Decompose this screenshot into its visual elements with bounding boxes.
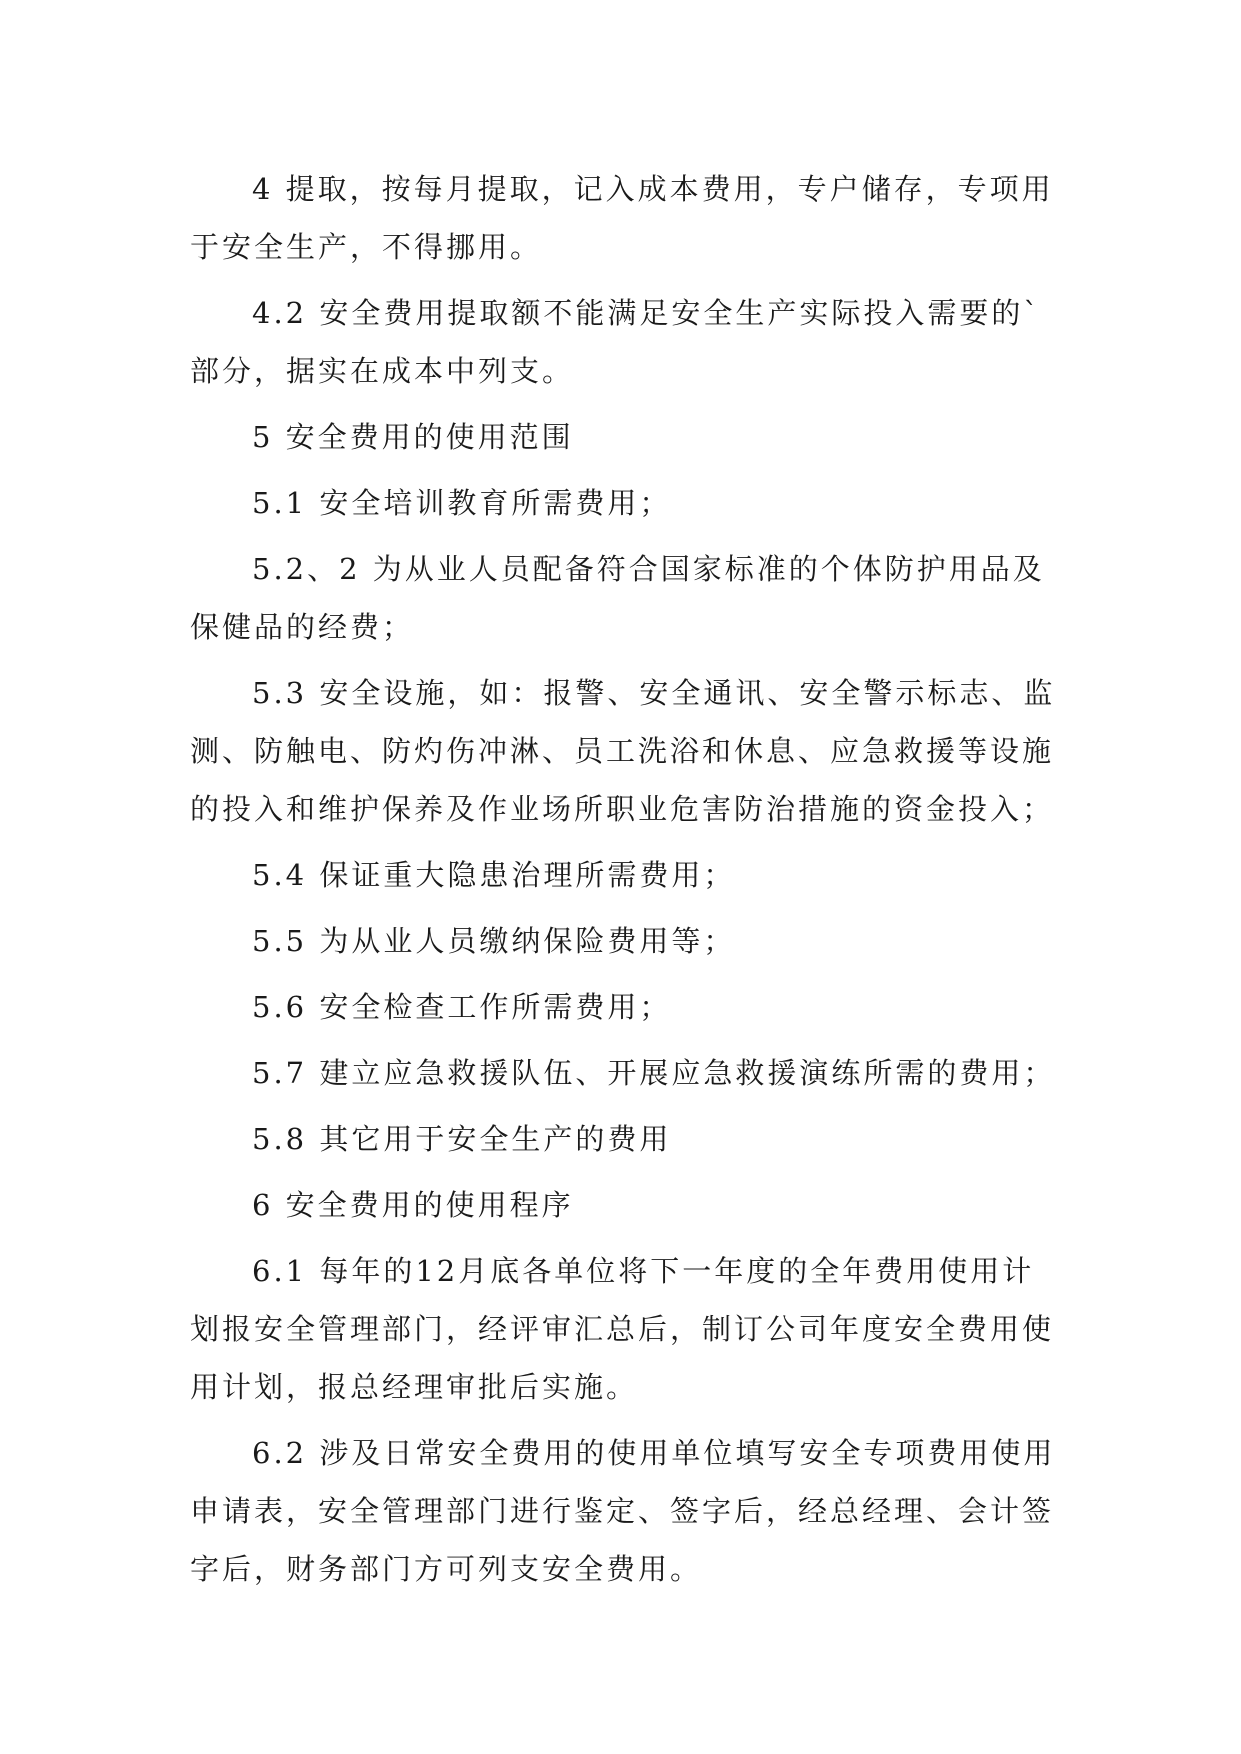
paragraph-5-8-other: 5.8 其它用于安全生产的费用 xyxy=(252,1122,672,1156)
paragraph-5-3-safety-facilities: 5.3 安全设施，如：报警、安全通讯、安全警示标志、监测、防触电、防灼伤冲淋、员工洗浴和休息、应急救援等设施的投入和维护保养及作业场所职业危害防治措施的资金投入； xyxy=(190,676,1056,826)
paragraph-4-2-shortfall: 4.2 安全费用提取额不能满足安全生产实际投入需要的`部分，据实在成本中列支。 xyxy=(190,296,1041,388)
paragraph-6-2-daily-application: 6.2 涉及日常安全费用的使用单位填写安全专项费用使用申请表，安全管理部门进行鉴定、签字后，经总经理、会计签字后，财务部门方可列支安全费用。 xyxy=(190,1436,1056,1586)
paragraph-4-extraction: 4 提取，按每月提取，记入成本费用，专户储存，专项用于安全生产，不得挪用。 xyxy=(190,172,1054,264)
heading-6-usage-procedure: 6 安全费用的使用程序 xyxy=(252,1188,574,1222)
document-body xyxy=(190,160,1060,1606)
paragraph-5-4-hazard-remediation: 5.4 保证重大隐患治理所需费用； xyxy=(252,858,736,892)
paragraph-5-2-protective-equipment: 5.2、2 为从业人员配备符合国家标准的个体防护用品及保健品的经费； xyxy=(190,552,1045,644)
heading-5-usage-scope: 5 安全费用的使用范围 xyxy=(252,420,574,454)
paragraph-5-6-inspection: 5.6 安全检查工作所需费用； xyxy=(252,990,672,1024)
paragraph-5-7-emergency-rescue: 5.7 建立应急救援队伍、开展应急救援演练所需的费用； xyxy=(252,1056,1056,1090)
paragraph-5-1-training: 5.1 安全培训教育所需费用； xyxy=(252,486,672,520)
paragraph-6-1-annual-plan: 6.1 每年的12月底各单位将下一年度的全年费用使用计划报安全管理部门，经评审汇总后，制订公司年度安全费用使用计划，报总经理审批后实施。 xyxy=(190,1254,1055,1404)
paragraph-5-5-insurance: 5.5 为从业人员缴纳保险费用等； xyxy=(252,924,736,958)
